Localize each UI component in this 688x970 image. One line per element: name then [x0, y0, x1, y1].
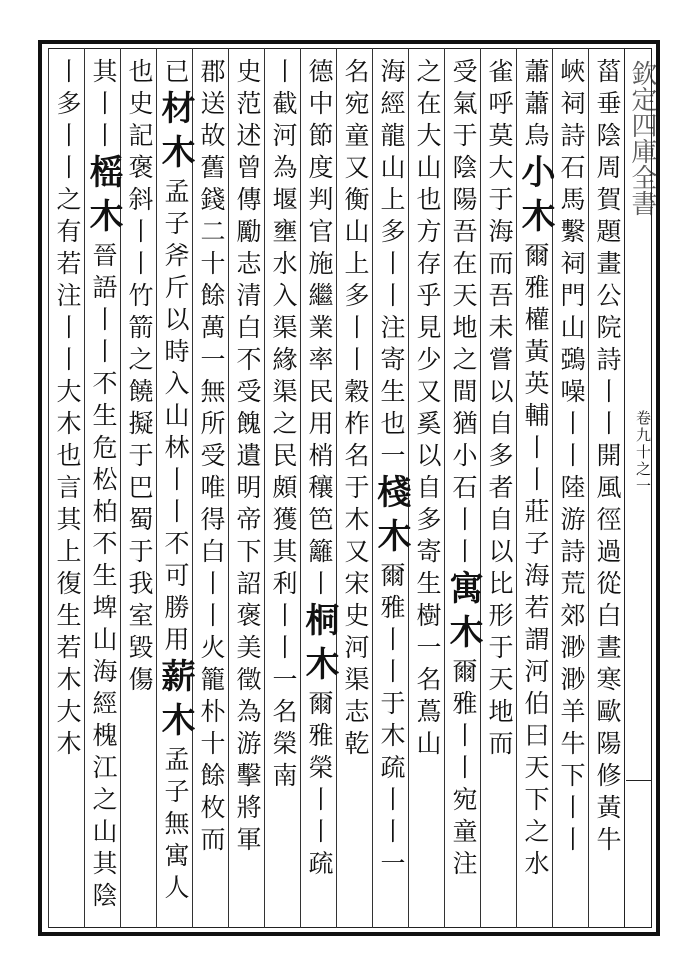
entry-text: 海經龍山上多丨丨注寄生也一	[377, 58, 406, 474]
entry-text: 已	[161, 58, 190, 90]
entry-text: 名宛童又衡山上多丨丨穀柞	[341, 58, 370, 442]
entry-text: 多丨丨之有若注丨丨大木也言其上復生若木大木	[53, 90, 82, 762]
text-column	[338, 58, 372, 920]
entry-text: 丨	[53, 58, 82, 90]
column-rule	[336, 48, 337, 928]
text-column	[371, 58, 411, 920]
column-rule	[480, 48, 481, 928]
column-rule	[48, 48, 49, 928]
entry-text: 孟子斧斤以時入山林丨丨不可勝用	[161, 178, 190, 658]
text-column	[515, 58, 555, 920]
column-rule	[588, 48, 589, 928]
volume-label: 卷九十之一	[634, 410, 652, 495]
text-column	[266, 58, 300, 920]
entry-text: 名于木又宋史河渠志乾	[341, 442, 370, 762]
entry-text: 寄生樹一名蔦山	[413, 538, 442, 762]
text-column	[194, 58, 228, 920]
column-rule	[192, 48, 193, 928]
fish-tail-mark	[626, 780, 652, 781]
entry-text: 也史記褒斜丨丨竹箭之饒擬于巴蜀	[125, 58, 154, 538]
column-rule	[156, 48, 157, 928]
entry-text: 德中節度判官施繼業率民用梢穰笆籬丨	[305, 58, 334, 602]
text-column	[443, 58, 483, 920]
column-rule	[264, 48, 265, 928]
text-column	[155, 58, 195, 920]
entry-heading: 薪木	[155, 658, 195, 746]
entry-heading: 材木	[155, 90, 195, 178]
entry-text: 丨丨一名榮南	[269, 602, 298, 794]
text-column	[230, 58, 264, 920]
entry-heading: 寓木	[443, 570, 483, 658]
text-column	[554, 58, 588, 920]
entry-text: 爾雅丨丨于木疏丨丨一	[377, 562, 406, 882]
text-column	[299, 58, 339, 920]
entry-text: 爾雅丨丨宛童注	[449, 658, 478, 882]
entry-text: 之在大山也方存乎見少又奚以自多	[413, 58, 442, 538]
entry-heading: 榣木	[83, 154, 123, 242]
text-column	[482, 58, 516, 920]
entry-text: 受氣于陰陽吾在天地之間猶小石丨丨	[449, 58, 478, 570]
column-rule	[228, 48, 229, 928]
entry-text: 爾雅榮丨丨疏	[305, 690, 334, 882]
entry-text: 郡送故舊錢二十餘萬一無所受唯得白丨丨火籠朴十餘枚而	[197, 58, 226, 858]
column-rule	[300, 48, 301, 928]
entry-text: 爾雅權黃英輔丨丨莊子海若謂河伯曰天下之水	[521, 242, 550, 882]
text-column	[83, 58, 123, 920]
column-rule	[444, 48, 445, 928]
entry-text: 于我室毀傷	[125, 538, 154, 698]
entry-text: 孟子無寓人	[161, 746, 190, 906]
entry-heading: 棧木	[371, 474, 411, 562]
entry-heading: 小木	[515, 154, 555, 242]
text-column	[410, 58, 444, 920]
entry-heading: 桐木	[299, 602, 339, 690]
entry-text: 莫大于海而吾未嘗以自多者自以比形于天地而	[485, 122, 514, 762]
entry-text: 丨截河為堰壅水入渠緣渠之民頗獲其利	[269, 58, 298, 602]
entry-text: 晉語丨丨不生危松柏不生埤山海經槐江之山其陰	[89, 242, 118, 914]
entry-text: 菑垂陰周賀題畫公院詩丨丨開風徑過從白晝寒歐陽修黃牛	[593, 58, 622, 858]
text-column	[590, 58, 624, 920]
entry-text: 其丨丨	[89, 58, 118, 154]
entry-text: 史范述曾傳勵志清白不受餽遺明帝下詔褒美徵為游擊將軍	[233, 58, 262, 858]
entry-text: 蕭蕭烏	[521, 58, 550, 154]
text-column	[122, 58, 156, 920]
entry-text: 峽祠詩石馬繫祠門山鵶噪丨丨陸游詩荒郊渺渺羊牛下丨丨	[557, 58, 586, 858]
entry-text: 雀呼	[485, 58, 514, 122]
book-title: 欽定四庫全書	[627, 60, 657, 216]
text-column	[50, 58, 84, 920]
